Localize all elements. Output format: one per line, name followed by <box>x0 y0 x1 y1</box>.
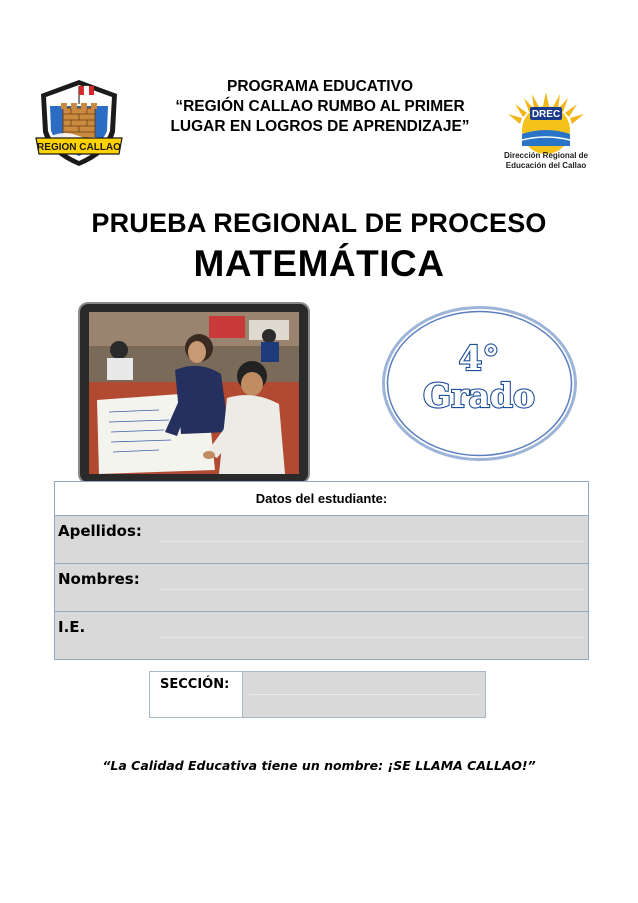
nombres-field[interactable] <box>55 563 588 611</box>
program-line-1: PROGRAMA EDUCATIVO <box>227 78 413 95</box>
program-line-3: LUGAR EN LOGROS DE APRENDIZAJE” <box>170 118 470 135</box>
section-input[interactable] <box>243 672 485 717</box>
grade-number: 4° <box>458 339 500 379</box>
apellidos-label: Apellidos: <box>58 522 142 540</box>
classroom-photo-image <box>89 312 299 474</box>
section-input-line <box>249 694 479 695</box>
nombres-label: Nombres: <box>58 570 140 588</box>
region-callao-logo <box>33 76 125 168</box>
section-label: SECCIÓN: <box>150 672 243 717</box>
program-header <box>130 77 510 137</box>
drec-line-2: Educación del Callao <box>505 161 587 170</box>
grade-label: Grado <box>422 376 536 415</box>
logo-left-text: REGION CALLAO <box>37 142 121 153</box>
student-data-form <box>54 481 589 660</box>
slogan: “La Calidad Educativa tiene un nombre: ¡SE LLAMA CALLAO!” <box>102 758 536 773</box>
test-title: PRUEBA REGIONAL DE PROCESO <box>91 208 547 238</box>
ie-field[interactable] <box>55 611 588 659</box>
section-form <box>149 671 486 718</box>
ie-input-line <box>159 637 584 638</box>
drec-badge-text: DREC <box>531 109 561 120</box>
student-data-header: Datos del estudiante: <box>55 482 588 515</box>
classroom-photo <box>80 304 308 482</box>
grade-badge <box>381 305 578 462</box>
drec-logo <box>494 84 599 174</box>
apellidos-field[interactable] <box>55 515 588 563</box>
ie-label: I.E. <box>58 618 86 636</box>
program-line-2: “REGIÓN CALLAO RUMBO AL PRIMER <box>175 98 465 115</box>
nombres-input-line <box>159 589 584 590</box>
drec-line-1: Dirección Regional de <box>503 151 589 160</box>
apellidos-input-line <box>159 541 584 542</box>
subject-title: MATEMÁTICA <box>193 243 445 284</box>
